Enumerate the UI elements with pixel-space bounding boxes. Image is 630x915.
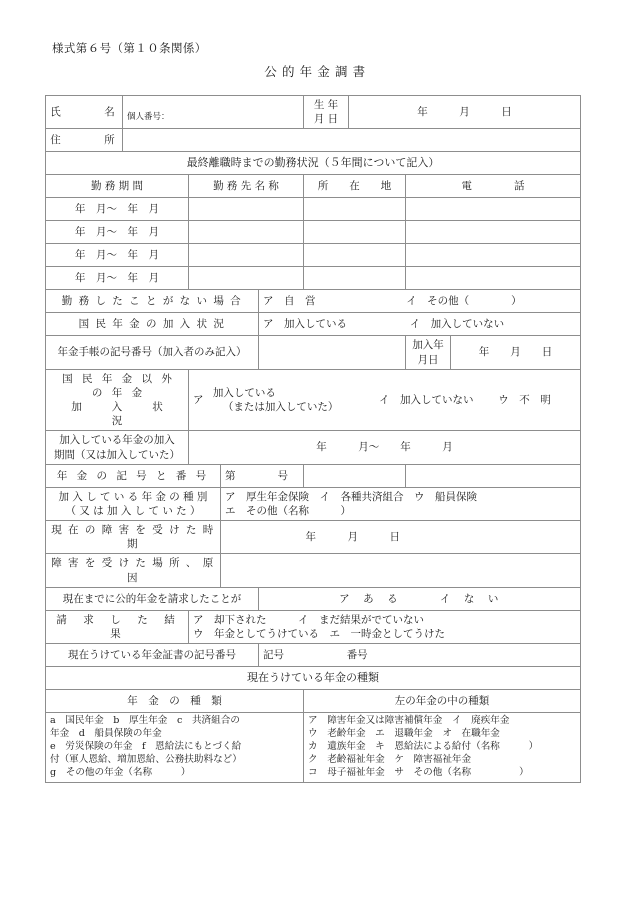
col-header-phone: 電 話 [406,175,581,198]
address-label: 住 所 [46,129,123,152]
address-field[interactable] [123,129,581,152]
pension-survey-table [45,95,581,783]
current-pension-col-right-header: 左の年金の中の種類 [304,690,581,713]
row-claim-result [46,610,581,643]
no-work-options[interactable] [259,290,581,313]
table-row [46,221,581,244]
work-period-cell[interactable]: 年 月～ 年 月 [46,198,189,221]
claim-result-line1[interactable]: ア 却下された イ まだ結果がでていない [193,613,424,626]
work-period-cell[interactable]: 年 月～ 年 月 [46,244,189,267]
work-period-cell[interactable]: 年 月～ 年 月 [46,267,189,290]
pension-kind-options[interactable] [221,487,581,520]
row-current-pension-lists [46,713,581,783]
work-location-cell[interactable] [304,267,406,290]
row-claimed-before [46,587,581,610]
row-name [46,96,581,129]
work-company-cell[interactable] [189,198,304,221]
row-current-pension-band [46,667,581,690]
right-list-line: ク 老齢福祉年金 ケ 障害福祉年金 [308,753,472,765]
left-list-line: g その他の年金（名称 ） [50,766,191,778]
work-location-cell[interactable] [304,198,406,221]
right-list-line: ウ 老齢年金 エ 退職年金 オ 在職年金 [308,728,500,740]
disability-place-label: 障 害 を 受 け た 場 所 、 原 因 [46,554,221,587]
enrolled-period-label-line2: 期間（又は加入していた） [54,448,180,461]
other-pension-option-c[interactable]: ウ 不 明 [498,394,551,407]
national-pension-option-a[interactable]: ア 加入している [263,318,347,331]
other-pension-label-line1: 国 民 年 金 以 外 の 年 金 [62,372,175,399]
name-label: 氏 名 [46,96,123,129]
personal-number-label: 個人番号： [127,111,170,122]
claim-result-line2[interactable]: ウ 年金としてうけている エ 一時金としてうけた [193,627,445,640]
claimed-before-option-a[interactable]: ア あ る [339,592,400,605]
left-list-line: 付（軍人恩給、増加恩給、公務扶助料など） [50,753,242,765]
current-pension-left-list[interactable] [46,713,304,783]
table-row [46,267,581,290]
pension-kind-line1[interactable]: ア 厚生年金保険 イ 各種共済組合 ウ 船員保険 [225,490,477,503]
disability-time-label: 現 在 の 障 害 を 受 け た 時 期 [46,521,221,554]
row-work-band [46,152,581,175]
claimed-before-option-b[interactable]: イ な い [439,592,500,605]
other-pension-label [46,369,193,431]
other-pension-label-line2: 加 入 状 況 [71,401,193,428]
other-pension-options[interactable] [189,369,581,431]
birth-label: 生 年 月 日 [304,96,349,129]
claim-result-options[interactable] [189,610,581,643]
left-list-line: e 労災保険の年金 f 恩給法にもとづく給 [50,740,242,752]
enrolled-period-label-line1: 加入している年金の加入 [59,434,175,447]
row-certificate [46,644,581,667]
disability-time-value: 年 月 日 [305,531,400,544]
work-phone-cell[interactable] [406,244,581,267]
certificate-label: 現在うけている年金証書の記号番号 [46,644,259,667]
enrolled-period-label [46,431,189,464]
right-list-line: コ 母子福祉年金 サ その他（名称 ） [308,766,529,778]
birth-field[interactable]: 年 月 日 [349,96,581,129]
no-work-label: 勤 務 し た こ と が な い 場 合 [46,290,259,313]
certificate-symbol-label: 記号 [263,649,284,661]
right-list-line: カ 遺族年金 キ 恩給法による給付（名称 ） [308,740,539,752]
pension-symbol-field-2[interactable] [304,464,406,487]
work-phone-cell[interactable] [406,198,581,221]
pension-book-field[interactable] [259,336,406,369]
row-disability-place [46,554,581,587]
table-row [46,244,581,267]
join-date-label: 加入年月日 [406,336,451,369]
row-current-pension-headers [46,690,581,713]
disability-time-field[interactable] [221,521,581,554]
pension-kind-label-line1: 加 入 し て い る 年 金 の 種 別 [58,490,208,503]
other-pension-option-b[interactable]: イ 加入していない [379,394,474,407]
current-pension-right-list[interactable] [304,713,581,783]
document-title: 公 的 年 金 調 書 [264,64,366,79]
pension-kind-label-line2: （ 又 は 加 入 し て い た ） [65,504,201,517]
name-field[interactable] [123,96,304,129]
join-date-field[interactable]: 年 月 日 [451,336,581,369]
pension-symbol-field-1[interactable]: 第 号 [221,464,304,487]
work-period-cell[interactable]: 年 月～ 年 月 [46,221,189,244]
right-list-line: ア 障害年金又は障害補償年金 イ 廃疾年金 [308,715,510,727]
work-history-band-title: 最終離職時までの勤務状況（５年間について記入） [46,152,581,175]
pension-book-label: 年金手帳の記号番号（加入者のみ記入） [46,336,259,369]
work-phone-cell[interactable] [406,221,581,244]
row-other-pension [46,369,581,431]
pension-symbol-field-3[interactable] [406,464,581,487]
work-location-cell[interactable] [304,221,406,244]
row-pension-kind [46,487,581,520]
national-pension-label: 国 民 年 金 の 加 入 状 況 [46,313,259,336]
col-header-period: 勤 務 期 間 [46,175,189,198]
row-pension-book [46,336,581,369]
national-pension-options[interactable] [259,313,581,336]
claimed-before-options[interactable] [259,587,581,610]
other-pension-option-a[interactable] [213,386,339,414]
work-company-cell[interactable] [189,244,304,267]
no-work-option-b[interactable]: イ その他（ ） [406,295,522,308]
disability-place-field[interactable] [221,554,581,587]
row-no-work [46,290,581,313]
other-pension-option-a-mark: ア [193,393,204,406]
work-company-cell[interactable] [189,267,304,290]
certificate-fields[interactable] [259,644,581,667]
no-work-option-a[interactable]: ア 自 営 [263,295,316,308]
work-location-cell[interactable] [304,244,406,267]
other-pension-option-a-line1: 加入している [212,386,276,399]
col-header-location: 所 在 地 [304,175,406,198]
claimed-before-label: 現在までに公的年金を請求したことが [46,587,259,610]
col-header-company: 勤 務 先 名 称 [189,175,304,198]
row-national-pension [46,313,581,336]
row-work-headers [46,175,581,198]
national-pension-option-b[interactable]: イ 加入していない [409,318,505,331]
work-phone-cell[interactable] [406,267,581,290]
pension-kind-line2[interactable]: エ その他（名称 ） [225,504,351,517]
current-pension-col-left-header: 年 金 の 種 類 [46,690,304,713]
enrolled-period-field[interactable]: 年 月～ 年 月 [189,431,581,464]
other-pension-option-a-line2: （または加入していた） [222,401,339,414]
left-list-line: a 国民年金 b 厚生年金 c 共済組合の [50,715,240,727]
current-pension-band-title: 現在うけている年金の種類 [46,667,581,690]
row-pension-symbol [46,464,581,487]
row-disability-time [46,521,581,554]
pension-kind-label [46,487,221,520]
table-row [46,198,581,221]
pension-symbol-label: 年 金 の 記 号 と 番 号 [46,464,221,487]
claim-result-label: 請 求 し た 結 果 [46,610,189,643]
row-enrolled-period [46,431,581,464]
certificate-number-label: 番号 [346,649,368,661]
row-address [46,129,581,152]
form-number: 様式第６号（第１０条関係） [52,41,207,55]
work-company-cell[interactable] [189,221,304,244]
left-list-line: 年金 d 船員保険の年金 [50,728,162,740]
